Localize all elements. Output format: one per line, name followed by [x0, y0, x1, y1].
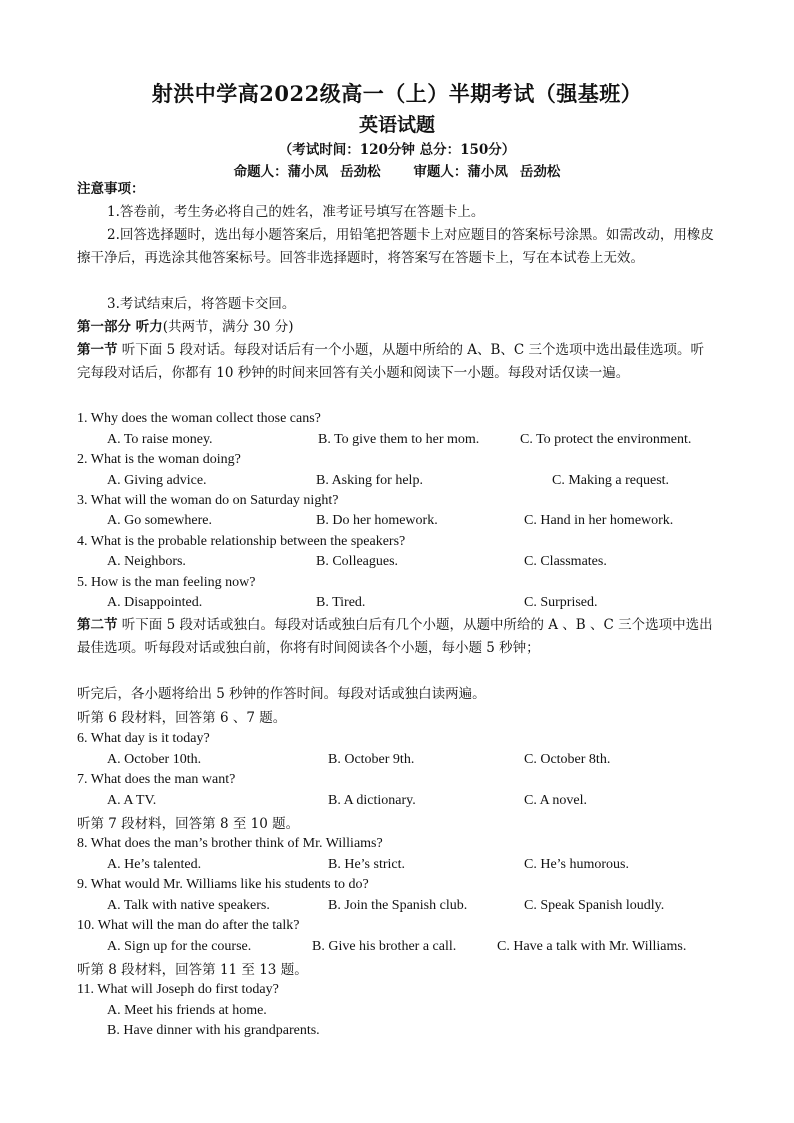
part1-title: 第一部分 听力 — [77, 319, 163, 335]
q4-option-c: C. Classmates. — [524, 554, 607, 569]
q3-option-c: C. Hand in her homework. — [524, 513, 674, 528]
q1-option-c: C. To protect the environment. — [520, 432, 692, 447]
question-3: 3. What will the woman do on Saturday night? — [77, 493, 339, 508]
authors-line — [0, 160, 794, 180]
question-6: 6. What day is it today? — [77, 731, 210, 746]
q8-option-b: B. He’s strict. — [328, 857, 405, 872]
q3-option-a: A. Go somewhere. — [107, 513, 212, 528]
q7-option-a: A. A TV. — [107, 793, 157, 808]
question-1: 1. Why does the woman collect those cans? — [77, 411, 321, 426]
q5-option-b: B. Tired. — [316, 595, 366, 610]
q1-option-a: A. To raise money. — [107, 432, 213, 447]
q2-option-c: C. Making a request. — [552, 473, 670, 488]
question-11: 11. What will Joseph do first today? — [77, 982, 279, 997]
q1-option-b: B. To give them to her mom. — [318, 432, 480, 447]
q2-option-a: A. Giving advice. — [107, 473, 207, 488]
page-subtitle: 英语试题 — [358, 114, 435, 136]
material-6-heading: 听第 6 段材料，回答第 6 、7 题。 — [77, 710, 287, 726]
q11-option-b: B. Have dinner with his grandparents. — [107, 1023, 320, 1038]
question-8: 8. What does the man’s brother think of Mr. Williams? — [77, 836, 383, 851]
section2-instructions-2: 听完后，各小题将给出 5 秒钟的作答时间。每段对话或独白读两遍。 — [77, 686, 486, 702]
setter-2: 岳劲松 — [340, 164, 381, 180]
material-8-heading: 听第 8 段材料，回答第 11 至 13 题。 — [77, 962, 308, 978]
setter-label: 命题人：蒲小凤 — [233, 164, 329, 180]
q5-option-c: C. Surprised. — [524, 595, 598, 610]
section1-text: 听下面 5 段对话。每段对话后有一个小题，从题中所给的 A、B、C 三个选项中选出最佳选项。听完每段对话后，你都有 10 秒钟的时间来回答有关小题和阅读下一小题。每段对话仅读一遍。 — [77, 342, 705, 381]
q10-option-a: A. Sign up for the course. — [107, 939, 252, 954]
part1-heading — [77, 316, 717, 339]
notice-item-1: 1.答卷前，考生务必将自己的姓名，准考证号填写在答题卡上。 — [107, 204, 485, 220]
q7-option-c: C. A novel. — [524, 793, 588, 808]
q11-option-a: A. Meet his friends at home. — [107, 1003, 267, 1018]
q9-option-b: B. Join the Spanish club. — [328, 898, 468, 913]
page-title: 射洪中学高2022级高一（上）半期考试（强基班） — [151, 81, 643, 106]
section1-instructions — [77, 339, 717, 385]
question-2: 2. What is the woman doing? — [77, 452, 241, 467]
reviewer-2: 岳劲松 — [519, 164, 561, 180]
q8-option-c: C. He’s humorous. — [524, 857, 629, 872]
question-10: 10. What will the man do after the talk? — [77, 918, 300, 933]
q6-option-a: A. October 10th. — [107, 752, 202, 767]
exam-info: （考试时间：120分钟 总分：150分） — [278, 142, 516, 158]
q4-option-b: B. Colleagues. — [316, 554, 399, 569]
material-7-heading: 听第 7 段材料，回答第 8 至 10 题。 — [77, 816, 300, 832]
reviewer-label: 审题人：蒲小凤 — [413, 164, 508, 180]
q9-option-c: C. Speak Spanish loudly. — [524, 898, 665, 913]
q6-option-c: C. October 8th. — [524, 752, 611, 767]
q2-option-b: B. Asking for help. — [316, 473, 423, 488]
question-5: 5. How is the man feeling now? — [77, 575, 256, 590]
notice-item-3: 3.考试结束后，将答题卡交回。 — [107, 296, 296, 312]
notice-heading: 注意事项： — [77, 181, 145, 197]
part1-note: (共两节，满分 30 分) — [162, 319, 294, 335]
section2-text: 听下面 5 段对话或独白。每段对话或独白后有几个小题，从题中所给的 A 、B 、C 三个选项中选出最佳选项。听每段对话或独白前，你将有时间阅读各个小题，每小题 5 秒钟； — [77, 617, 713, 656]
q4-option-a: A. Neighbors. — [107, 554, 186, 569]
q9-option-a: A. Talk with native speakers. — [107, 898, 270, 913]
section2-label: 第二节 — [77, 617, 118, 633]
q10-option-c: C. Have a talk with Mr. Williams. — [497, 939, 687, 954]
section2-instructions — [77, 614, 717, 660]
q6-option-b: B. October 9th. — [328, 752, 415, 767]
question-9: 9. What would Mr. Williams like his students to do? — [77, 877, 369, 892]
question-4: 4. What is the probable relationship between the speakers? — [77, 534, 406, 549]
q3-option-b: B. Do her homework. — [316, 513, 438, 528]
notice-item-2: 2.回答选择题时，选出每小题答案后，用铅笔把答题卡上对应题目的答案标号涂黑。如需改动，用橡皮擦干净后，再选涂其他答案标号。回答非选择题时，将答案写在答题卡上，写在本试卷上无效。 — [77, 227, 714, 266]
question-7: 7. What does the man want? — [77, 772, 236, 787]
q7-option-b: B. A dictionary. — [328, 793, 416, 808]
q8-option-a: A. He’s talented. — [107, 857, 202, 872]
q10-option-b: B. Give his brother a call. — [312, 939, 457, 954]
section1-label: 第一节 — [77, 342, 118, 358]
q5-option-a: A. Disappointed. — [107, 595, 203, 610]
